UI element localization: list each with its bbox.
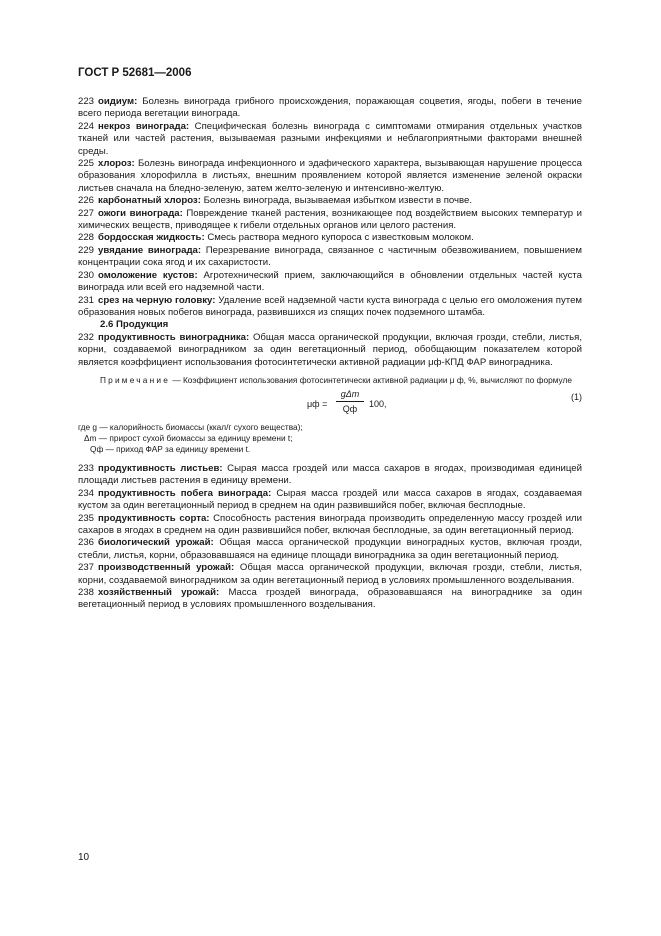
note-paragraph <box>78 375 582 386</box>
formula-rhs: 100, <box>369 398 387 409</box>
section-heading: 2.6 Продукция <box>100 319 169 331</box>
entry-definition: Общая масса органической продукции, включая грозди, стебли, листья, корни, создаваемой виноградником за один вегетационный период в условиях промышленного возделывания. <box>78 562 582 586</box>
term-entry-225 <box>78 158 582 195</box>
entry-number: 238 <box>78 587 95 598</box>
entry-term: биологический урожай: <box>98 537 214 549</box>
term-entry-226 <box>78 195 582 207</box>
entry-term: ожоги винограда: <box>98 207 183 219</box>
entry-definition: Общая масса органической продукции виноградных кустов, включая грозди, стебли, листья, корни, образовавшаяся на единице площади виноградника за один вегетационный период. <box>78 537 582 561</box>
entry-number: 225 <box>78 158 95 170</box>
entry-term: продуктивность побега винограда: <box>98 487 272 499</box>
formula-legend <box>78 422 582 455</box>
formula-numerator: gΔm <box>336 388 364 402</box>
entry-term: омоложение кустов: <box>98 269 198 281</box>
entry-term: карбонатный хлороз: <box>98 195 201 207</box>
term-entry-236 <box>78 537 582 562</box>
entry-term: оидиум: <box>98 96 138 107</box>
entry-definition: Агротехнический прием, заключающийся в обновлении отдельных частей куста винограда или всей его надземной части. <box>78 269 582 294</box>
term-entry-237 <box>78 562 582 587</box>
entry-number: 230 <box>78 269 95 281</box>
formula-denominator: Qф <box>342 404 358 415</box>
entry-number: 232 <box>78 331 95 343</box>
entry-term: производственный урожай: <box>98 562 235 574</box>
formula-1 <box>78 388 582 420</box>
entry-number: 231 <box>78 294 95 306</box>
main-content <box>78 96 582 612</box>
term-entry-229 <box>78 245 582 270</box>
entry-term: увядание винограда: <box>98 244 202 256</box>
entry-number: 235 <box>78 512 95 524</box>
term-entry-238 <box>78 587 582 612</box>
entry-number: 236 <box>78 537 95 549</box>
entry-definition: Масса гроздей винограда, образовавшаяся на винограднике за один вегетационный период в условиях промышленного возделывания. <box>78 587 583 611</box>
entry-term: продуктивность листьев: <box>98 462 223 474</box>
entry-term: срез на черную головку: <box>98 294 216 306</box>
entry-number: 223 <box>78 96 95 107</box>
entry-term: продуктивность сорта: <box>98 512 210 524</box>
term-entry-230 <box>78 270 582 295</box>
term-entry-231 <box>78 295 582 320</box>
entry-definition: Болезнь винограда грибного происхождения, поражающая соцветия, ягоды, побеги в течение всего периода вегетации винограда. <box>78 96 582 120</box>
entry-definition: Перезревание винограда, связанное с частичным обезвоживанием, повышением концентрации сока ягод и их сахаристости. <box>78 244 582 269</box>
term-entry-234 <box>78 488 582 513</box>
entry-definition: Смесь раствора медного купороса с известковым молоком. <box>204 232 474 244</box>
entry-number: 237 <box>78 562 95 574</box>
note-label: Примечание <box>100 374 171 385</box>
term-entry-223 <box>78 96 582 121</box>
entry-number: 229 <box>78 244 95 256</box>
entry-definition: Специфическая болезнь винограда с симптомами отмирания отдельных участков тканей или частей растения, вызываемая разными инфекциями и неблагоприятными факторами внешней среды. <box>78 120 582 157</box>
term-entry-224 <box>78 121 582 158</box>
entry-number: 228 <box>78 232 95 244</box>
entry-definition: Болезнь винограда, вызываемая избытком извести в почве. <box>200 195 473 207</box>
legend-line-dm: Δm — прирост сухой биомассы за единицу времени t; <box>84 432 293 443</box>
term-entry-233 <box>78 463 582 488</box>
entry-definition: Общая масса органической продукции, включая грозди, стебли, листья, корни, создаваемой виноградником за один вегетационный период, обобщающим показателем которой является коэффициент использования фотосинтетически активной радиации μф-КПД ФАР виноградника. <box>78 331 582 368</box>
formula-number: (1) <box>571 391 582 402</box>
legend-line-q: Qф — приход ФАР за единицу времени t. <box>90 443 251 454</box>
formula-fraction <box>336 388 364 416</box>
entry-definition: Способность растения винограда производить определенную массу гроздей или сахаров в ягодах в среднем на один развившийся побег, включая бесплодные, за один вегетационный период. <box>78 512 582 536</box>
term-entry-228 <box>78 232 582 244</box>
entry-definition: Удаление всей надземной части куста винограда с целью его омоложения путем образования новых побегов винограда, развившихся из спящих почек подземного штамба. <box>78 294 583 318</box>
term-entry-235 <box>78 513 582 538</box>
entry-term: хлороз: <box>98 158 135 170</box>
note-text: — Коэффициент использования фотосинтетически активной радиации μ ф, %, вычисляют по формуле <box>170 374 572 385</box>
entry-term: бордосская жидкость: <box>98 232 205 244</box>
page-number: 10 <box>78 852 90 863</box>
entry-number: 234 <box>78 487 95 499</box>
formula-lhs: μф = <box>307 398 328 409</box>
term-entry-227 <box>78 208 582 233</box>
entry-term: продуктивность виноградника: <box>98 331 250 343</box>
entry-number: 233 <box>78 462 95 474</box>
entry-number: 224 <box>78 120 95 132</box>
entry-definition: Сырая масса гроздей или масса сахаров в ягодах, производимая единицей площади листьев растения в единицу времени. <box>78 462 582 487</box>
entry-number: 227 <box>78 207 95 219</box>
entry-definition: Сырая масса гроздей или масса сахаров в ягодах, создаваемая кустом за один вегетационный период в среднем на один развившийся побег, включая бесплодные. <box>78 487 582 512</box>
entry-number: 226 <box>78 195 95 207</box>
term-entry-232 <box>78 332 582 369</box>
entry-definition: Болезнь винограда инфекционного и эдафического характера, вызывающая нарушение процесса образования хлорофилла в листьях, внешним проявлением которой является изменение зеленой окраски листьев сначала на бледно-зеленую, затем желто-зеленую и интенсивно-желтую. <box>78 158 582 194</box>
entry-term: хозяйственный урожай: <box>98 587 220 598</box>
standard-header: ГОСТ Р 52681—2006 <box>78 67 192 79</box>
entry-definition: Повреждение тканей растения, возникающее под воздействием высоких температур и химических веществ, приводящее к гибели отдельных органов или целого растения. <box>78 207 582 232</box>
legend-line-g: где g — калорийность биомассы (ккал/г сухого вещества); <box>78 421 303 432</box>
entry-term: некроз винограда: <box>98 120 190 132</box>
